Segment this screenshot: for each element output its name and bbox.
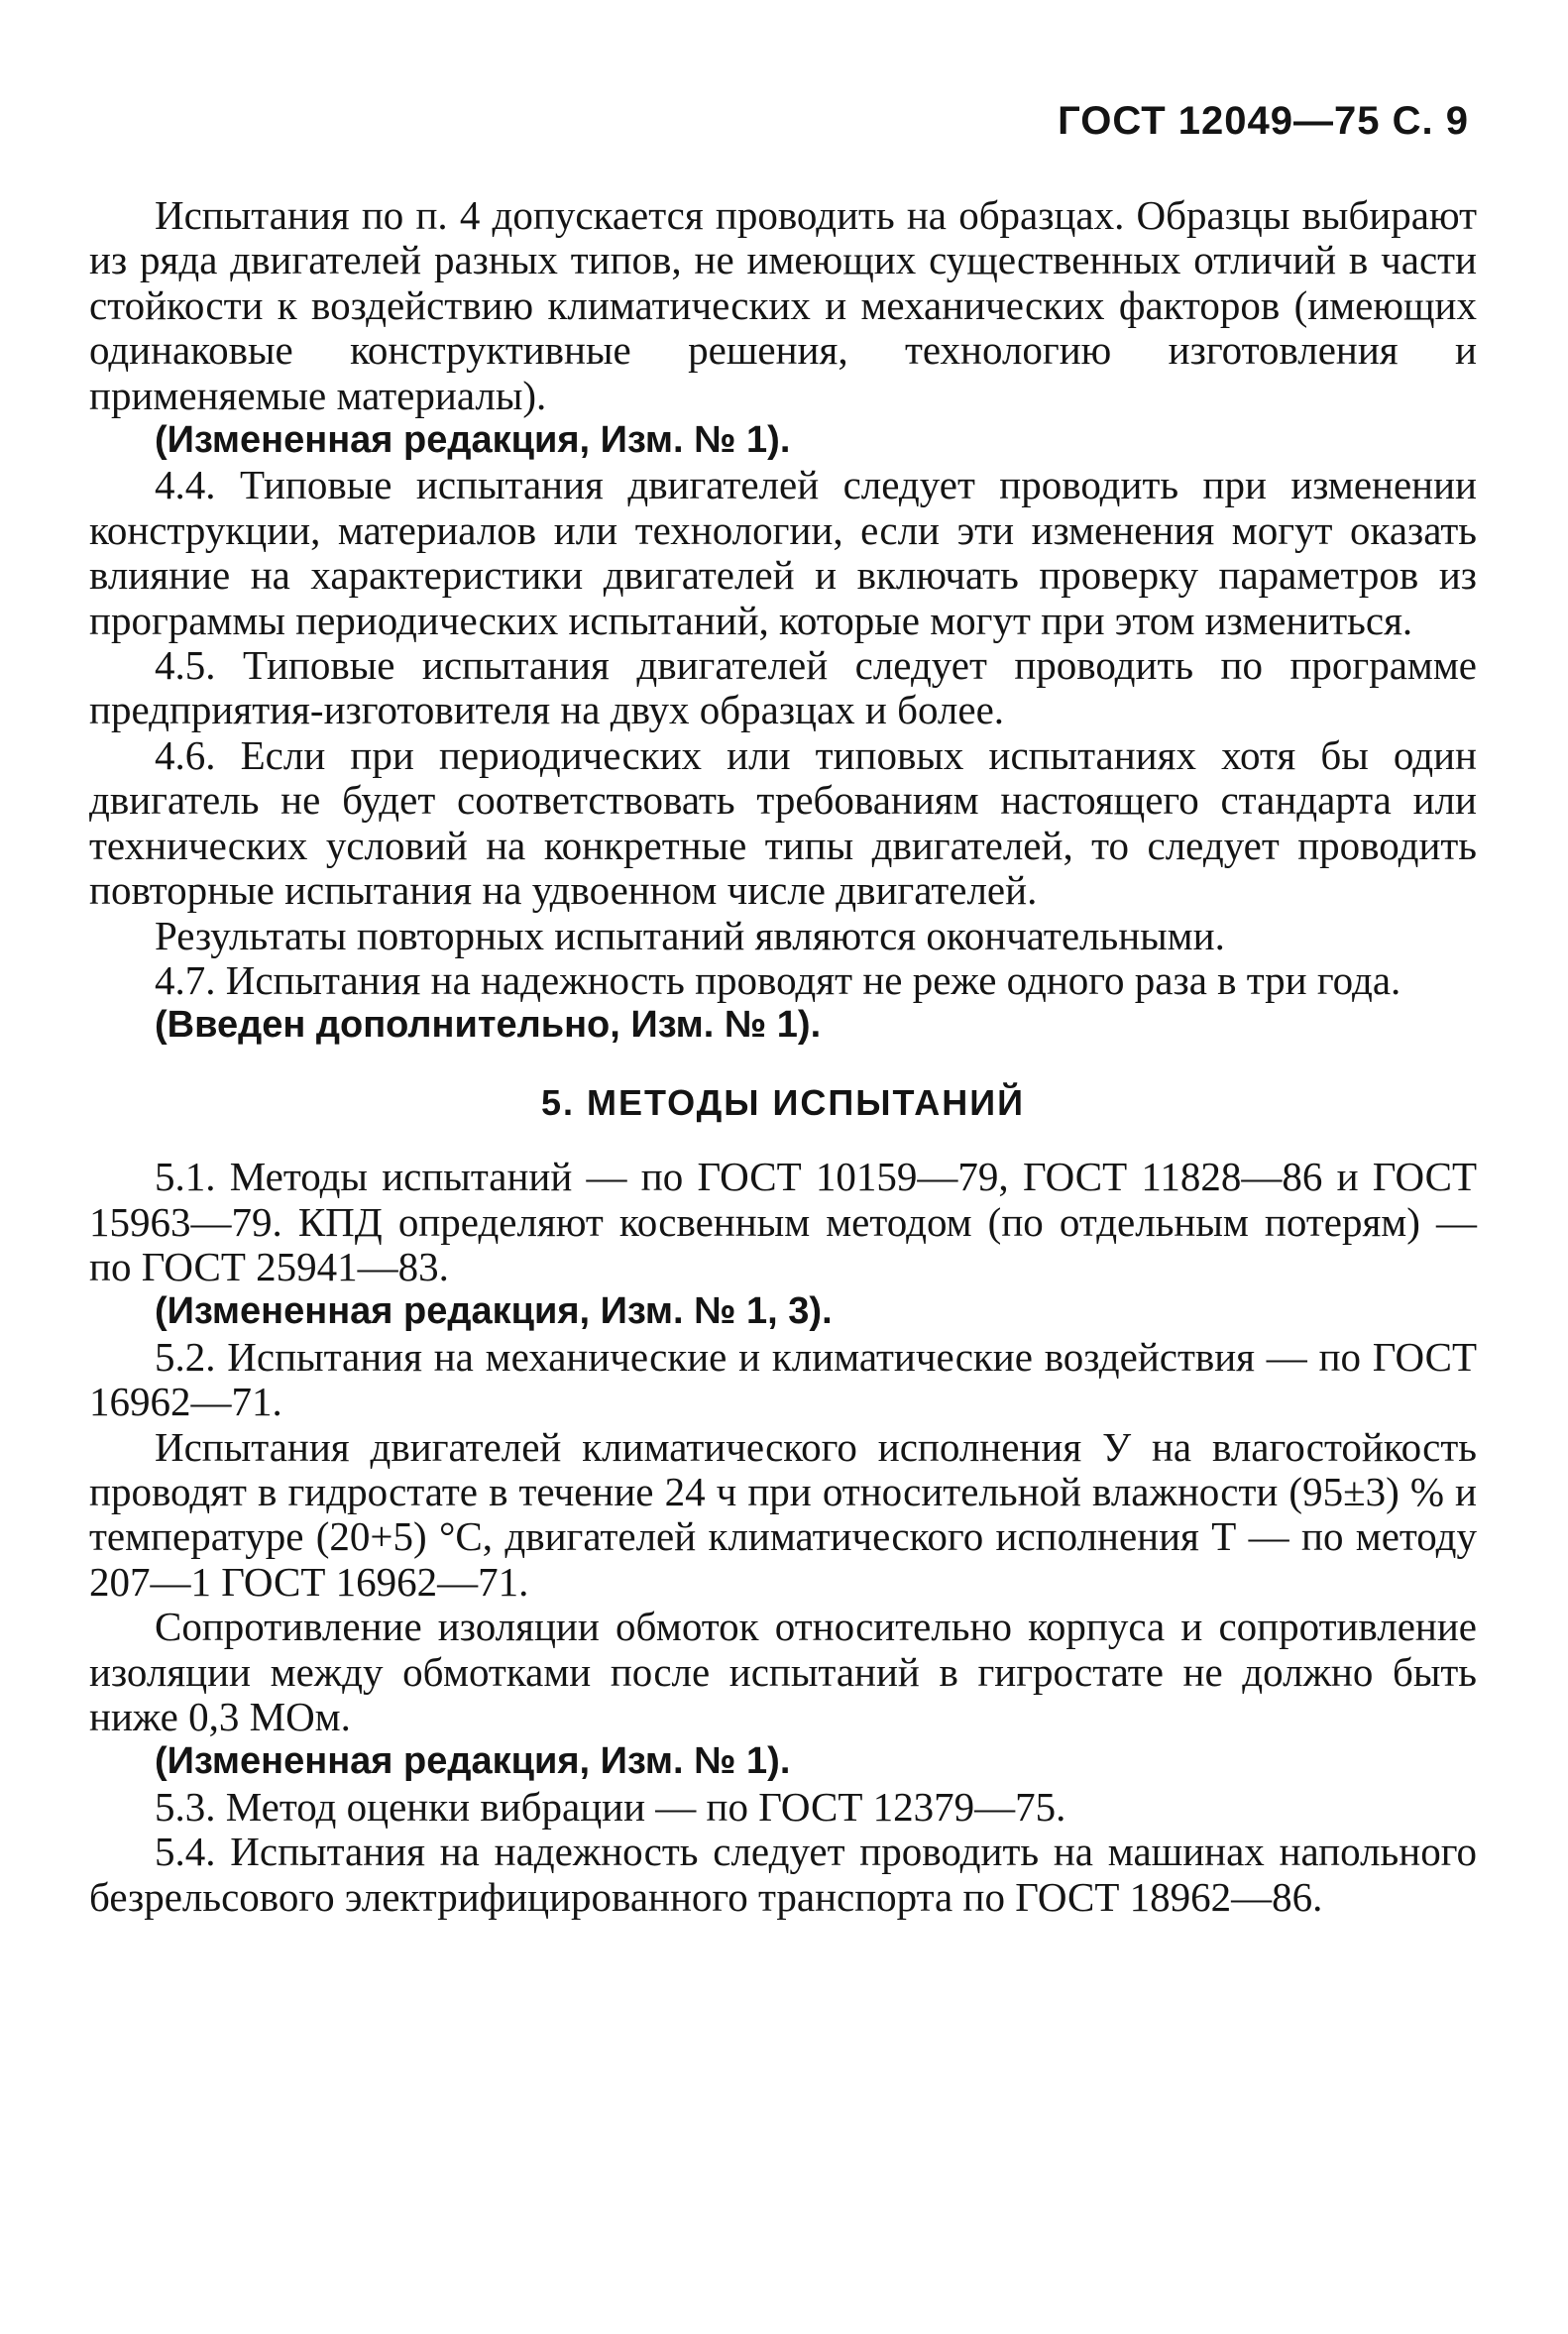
paragraph: Результаты повторных испытаний являются окончательными.: [155, 912, 1225, 958]
paragraph: 4.7. Испытания на надежность проводят не реже одного раза в три года.: [155, 956, 1401, 1003]
page-header: ГОСТ 12049—75 С. 9: [1058, 99, 1469, 143]
paragraph: 4.6. Если при периодических или типовых испытаниях хотя бы один двигатель не будет соответствовать требованиям настоящего стандарта или технических условий на конкретные типы двигателей, то следует проводить повторные испытания на удвоенном числе двигателей.: [89, 731, 1477, 914]
paragraph: 4.4. Типовые испытания двигателей следует проводить при изменении конструкции, материалов или технологии, если эти изменения могут оказать влияние на характеристики двигателей и включать проверку параметров из программы периодических испытаний, которые могут при этом измениться.: [89, 462, 1477, 643]
section-title: 5. МЕТОДЫ ИСПЫТАНИЙ: [541, 1081, 1025, 1123]
amendment-note: (Измененная редакция, Изм. № 1).: [155, 1740, 791, 1783]
paragraph: Испытания по п. 4 допускается проводить на образцах. Образцы выбирают из ряда двигателей разных типов, не имеющих существенных отличий в части стойкости к воздействию климатических и механических факторов (имеющих одинаковые конструктивные решения, технологию изготовления и применяемые материалы).: [89, 192, 1477, 418]
paragraph: Испытания двигателей климатического исполнения У на влагостойкость проводят в гидростате в течение 24 ч при относительной влажности (95±3) % и температуре (20+5) °С, двигателей климатического исполнения Т — по методу 207—1 ГОСТ 16962—71.: [89, 1423, 1477, 1605]
document-body: [89, 193, 1477, 1920]
paragraph: 5.2. Испытания на механические и климатические воздействия — по ГОСТ 16962—71.: [89, 1333, 1477, 1425]
amendment-note: (Измененная редакция, Изм. № 1, 3).: [155, 1290, 833, 1333]
amendment-note: (Введен дополнительно, Изм. № 1).: [155, 1004, 822, 1047]
paragraph: 4.5. Типовые испытания двигателей следует проводить по программе предприятия-изготовителя на двух образцах и более.: [89, 642, 1477, 733]
paragraph: 5.1. Методы испытаний — по ГОСТ 10159—79, ГОСТ 11828—86 и ГОСТ 15963—79. КПД определяют косвенным методом (по отдельным потерям) — по ГОСТ 25941—83.: [89, 1154, 1477, 1289]
amendment-note: (Измененная редакция, Изм. № 1).: [155, 419, 791, 462]
paragraph: 5.4. Испытания на надежность следует проводить на машинах напольного безрельсового электрифицированного транспорта по ГОСТ 18962—86.: [89, 1829, 1477, 1920]
paragraph: Сопротивление изоляции обмоток относительно корпуса и сопротивление изоляции между обмотками после испытаний в гигростате не должно быть ниже 0,3 МОм.: [89, 1604, 1477, 1739]
paragraph: 5.3. Метод оценки вибрации — по ГОСТ 12379—75.: [155, 1783, 1066, 1830]
